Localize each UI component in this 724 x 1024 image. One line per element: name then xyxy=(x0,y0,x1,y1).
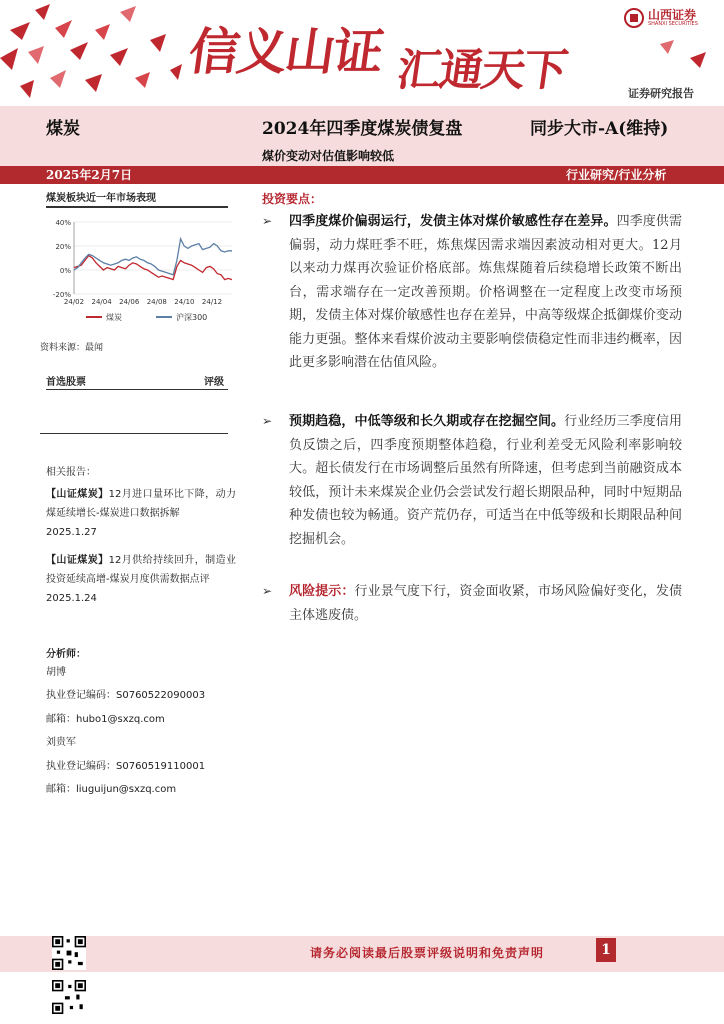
slogan-part2: 汇通天下 xyxy=(393,45,569,96)
x-tick-label: 24/08 xyxy=(146,298,167,306)
bullet-arrow-icon: ➢ xyxy=(262,214,273,228)
x-tick-label: 24/02 xyxy=(63,298,85,306)
header-banner xyxy=(0,0,724,108)
logo-sub: SHANXI SECURITIES xyxy=(648,21,698,27)
company-logo xyxy=(624,6,718,30)
report-subtitle: 煤价变动对估值影响较低 xyxy=(262,149,395,163)
related-report-2[interactable] xyxy=(46,551,236,608)
qr-code-icon[interactable] xyxy=(52,936,86,970)
bullet-lead: 预期趋稳，中低等级和长久期或存在挖掘空间。 xyxy=(289,414,565,429)
key-point-risk xyxy=(262,580,682,627)
x-tick-label: 24/10 xyxy=(174,298,195,306)
analyst-email[interactable]: 邮箱：hubo1@sxzq.com xyxy=(46,714,165,725)
slogan-part1: 信义山证 xyxy=(185,22,386,81)
analysts-title: 分析师： xyxy=(46,649,86,660)
picks-divider xyxy=(40,433,228,434)
logo-emblem-icon xyxy=(624,8,644,28)
x-tick-label: 24/12 xyxy=(201,298,223,306)
report-tag: 【山证煤炭】 xyxy=(46,489,109,500)
page-number: 1 xyxy=(596,938,616,962)
bullet-body: 行业经历三季度信用负反馈之后，四季度预期整体趋稳，行业利差受无风险利率影响较大。超长债发行在市场调整后虽然有所降速，但考虑到当前融资成本较低，预计未来煤炭企业仍会尝试发行超长期限品种，同时中短期品种发债也较为畅通。资产荒仍存，可适当在中低等级和长期限品种间挖掘机会。 xyxy=(289,414,682,547)
related-reports-title: 相关报告： xyxy=(46,467,96,478)
bullet-arrow-icon: ➢ xyxy=(262,584,273,598)
key-point-1 xyxy=(262,210,682,375)
qr-code-icon[interactable] xyxy=(52,980,86,1014)
picks-label: 首选股票 xyxy=(46,377,86,388)
picks-rating-label: 评级 xyxy=(204,377,224,388)
analyst-name: 胡博 xyxy=(46,667,66,678)
y-tick-label: -20% xyxy=(52,291,71,299)
x-tick-label: 24/06 xyxy=(119,298,140,306)
y-tick-label: 0% xyxy=(59,267,71,275)
analyst-email[interactable]: 邮箱：liuguijun@sxzq.com xyxy=(46,784,177,795)
bullet-arrow-icon: ➢ xyxy=(262,414,273,428)
report-date: 2025.1.27 xyxy=(46,527,97,538)
rating-label: 同步大市-A(维持) xyxy=(530,119,669,139)
report-category: 行业研究/行业分析 xyxy=(566,168,667,182)
report-date: 2025年2月7日 xyxy=(46,168,133,182)
bullet-body: 四季度供需偏弱，动力煤旺季不旺，炼焦煤因需求端因素波动相对更大。12月以来动力煤再次验证价格底部。炼焦煤随着后续稳增长政策不断出台，需求端存在一定改善预期。价格调整在一定程度上改变市场预期，发债主体对煤价敏感性也存在差异，中高等级煤企抵御煤价变动能力更强。整体来看煤价波动主要影响偿债稳定性而非违约概率，因此更多影响潜在估值风险。 xyxy=(289,214,682,370)
report-text: 12月进口量环比下降，动力煤延续增长-煤炭进口数据拆解 xyxy=(46,489,237,519)
analyst-reg: 执业登记编码：S0760522090003 xyxy=(46,690,206,701)
risk-label: 风险提示： xyxy=(289,584,355,599)
report-text: 12月供给持续回升，制造业投资延续高增-煤炭月度供需数据点评 xyxy=(46,555,237,585)
disclaimer-notice[interactable]: 请务必阅读最后股票评级说明和免责声明 xyxy=(310,946,545,960)
report-date: 2025.1.24 xyxy=(46,593,97,604)
bullet-lead: 四季度煤价偏弱运行，发债主体对煤价敏感性存在差异。 xyxy=(289,214,617,229)
chart-title: 煤炭板块近一年市场表现 xyxy=(46,189,228,208)
bullet-body: 行业景气度下行，资金面收紧，市场风险偏好变化，发债主体逃废债。 xyxy=(289,584,682,623)
report-type: 证券研究报告 xyxy=(628,87,694,100)
decorative-triangles xyxy=(0,0,200,108)
logo-name: 山西证券 xyxy=(648,8,697,22)
chart-source: 资料来源：最闻 xyxy=(40,343,104,353)
series-line-1 xyxy=(74,239,232,275)
report-title: 2024年四季度煤炭债复盘 xyxy=(262,119,463,139)
legend-label: 沪深300 xyxy=(176,313,208,322)
market-performance-chart xyxy=(46,216,236,328)
top-picks-header xyxy=(46,373,228,390)
key-points-title: 投资要点： xyxy=(262,192,323,206)
x-tick-label: 24/04 xyxy=(91,298,112,306)
analyst-reg: 执业登记编码：S0760519110001 xyxy=(46,761,206,772)
legend-label: 煤炭 xyxy=(106,313,122,322)
key-point-2 xyxy=(262,410,682,551)
y-tick-label: 40% xyxy=(55,219,71,227)
y-tick-label: 20% xyxy=(55,243,71,251)
report-tag: 【山证煤炭】 xyxy=(46,555,109,566)
related-report-1[interactable] xyxy=(46,485,236,542)
sector-label: 煤炭 xyxy=(46,119,80,139)
analyst-name: 刘贵军 xyxy=(46,737,76,748)
